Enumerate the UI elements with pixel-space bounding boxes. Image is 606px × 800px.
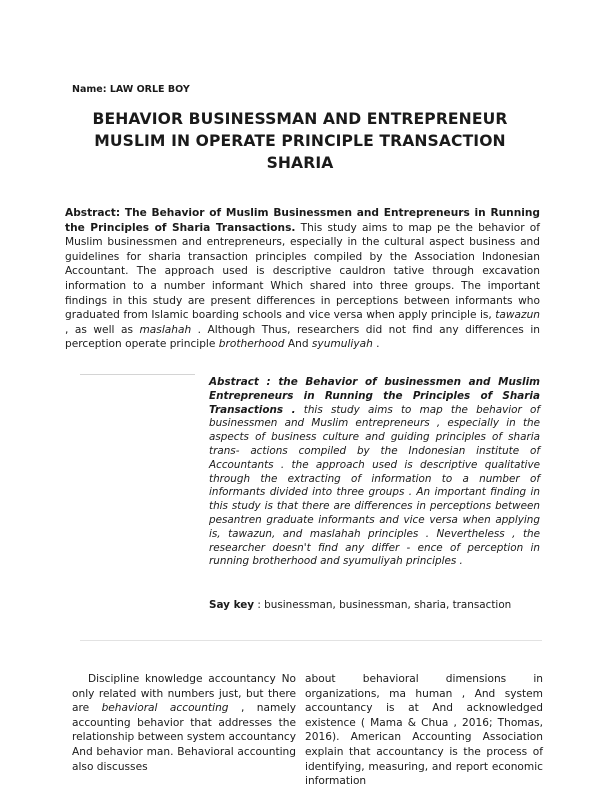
abstract-main-body-1: This study aims to map pe the behavior of Muslim businessmen and entrepreneurs, especially in the cultural aspect business and guidelines for sharia transaction principles compiled by the Association Indonesian Accountant. The approach used is descriptive cauldron tative through excavation information to a number informant Which shared into three groups. The important findings in this study are present differences in perceptions between informants who graduated from Islamic boarding schools and vice versa when apply principle is, (65, 221, 540, 322)
body-left-part-2: , namely accounting behavior that addresses the relationship between system accountancy And behavior man. Behavioral accounting also discusses (72, 702, 296, 773)
abstract-main-body-5: . (372, 338, 380, 351)
body-left-part-1: Discipline knowledge accountancy No only related with numbers just, but there are (72, 673, 296, 715)
body-left-term: behavioral accounting (101, 702, 229, 715)
abstract-main (65, 206, 540, 352)
paper-title: BEHAVIOR BUSINESSMAN AND ENTREPRENEUR MUSLIM IN OPERATE PRINCIPLE TRANSACTION SHARIA (92, 110, 508, 172)
divider-short (80, 374, 195, 375)
abstract-secondary-lead: Abstract : the Behavior of businessmen and Muslim Entrepreneurs in Running the Principles of Sharia Transactions . (209, 376, 540, 416)
abstract-main-lead: Abstract: The Behavior of Muslim Businessmen and Entrepreneurs in Running the Principles of Sharia Transactions. (65, 207, 540, 234)
abstract-secondary-body: this study aims to map the behavior of businessmen and Muslim entrepreneurs , especially in the aspects of business culture and guiding principles of sharia trans- actions compiled by the Indonesian institute of Accountants . the approach used is descriptive qualitative through the extracting of information to a number of informants divided into three groups . An important finding in this study is that there are differences in perceptions between pesantren graduate informants and vice versa when applying is, tawazun, and maslahah principles . Nevertheless , the researcher doesn't find any differ - ence of perception in running brotherhood and syumuliyah principles . (209, 403, 540, 568)
abstract-main-term-2: maslahah (139, 323, 192, 336)
divider-long (80, 640, 542, 641)
keywords (209, 598, 549, 612)
abstract-secondary (209, 376, 540, 569)
author-name: LAW ORLE BOY (109, 84, 190, 95)
body-column-right: about behavioral dimensions in organizations, ma human , And system accountancy is at And acknowledged existence ( Mama & Chua , 2016; Thomas, 2016). American Accounting Association explain that accountancy is the process of identifying, measuring, and report economic information (305, 673, 543, 788)
abstract-main-term-4: syumuliyah (311, 338, 373, 351)
keywords-value: : businessman, businessman, sharia, transaction (254, 599, 512, 611)
author-line (72, 84, 190, 95)
body-column-left (72, 672, 296, 774)
abstract-main-body-2: , as well as (65, 323, 140, 336)
abstract-main-body-4: And (284, 338, 312, 351)
abstract-main-term-1: tawazun (495, 309, 540, 322)
keywords-label: Say key (209, 599, 255, 611)
author-label: Name: (72, 84, 107, 95)
abstract-main-body-3: . Although Thus, researchers did not find any differences in perception operate principle (65, 323, 540, 351)
abstract-main-term-3: brotherhood (218, 338, 285, 351)
